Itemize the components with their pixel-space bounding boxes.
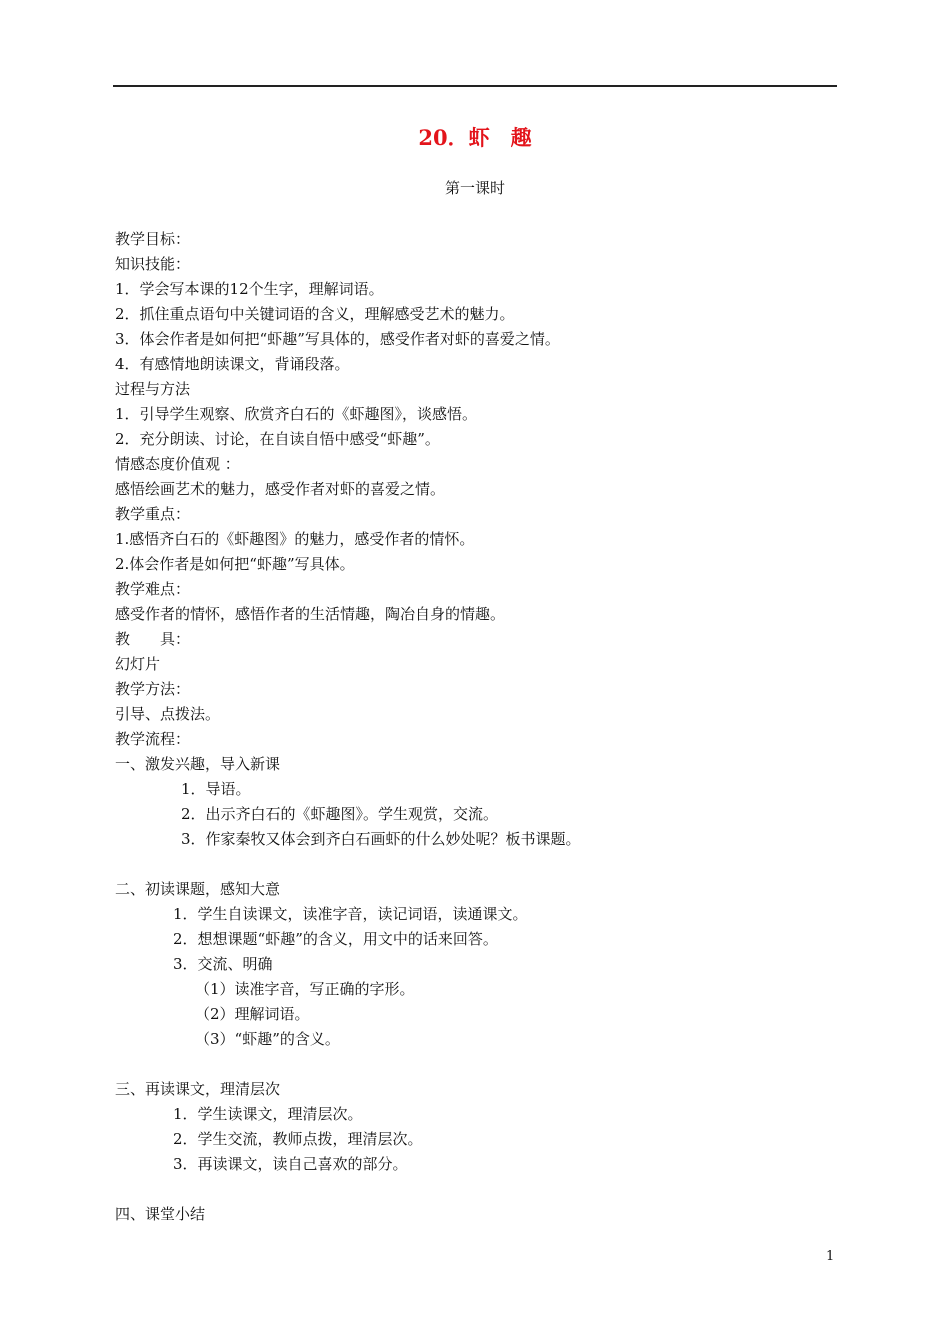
- flow-item: 3．再读课文，读自己喜欢的部分。: [173, 1155, 408, 1173]
- knowledge-item: 3．体会作者是如何把“虾趣”写具体的，感受作者对虾的喜爱之情。: [115, 330, 560, 348]
- flow-section-heading: 三、再读课文，理清层次: [115, 1080, 281, 1098]
- process-item: 2．充分朗读、讨论，在自读自悟中感受“虾趣”。: [115, 430, 440, 448]
- flow-section-heading: 一、激发兴趣，导入新课: [115, 755, 281, 773]
- knowledge-heading: 知识技能：: [115, 255, 191, 273]
- key-point-item: 1.感悟齐白石的《虾趣图》的魅力，感受作者的情怀。: [115, 530, 475, 548]
- knowledge-item: 2．抓住重点语句中关键词语的含义，理解感受艺术的魅力。: [115, 305, 515, 323]
- method-text: 引导、点拨法。: [115, 705, 221, 723]
- flow-item: 2．想想课题“虾趣”的含义，用文中的话来回答。: [173, 930, 498, 948]
- process-item: 1．引导学生观察、欣赏齐白石的《虾趣图》，谈感悟。: [115, 405, 478, 423]
- lesson-plan-body: [115, 227, 840, 1227]
- flow-item: 1．学生自读课文，读准字音，读记词语，读通课文。: [173, 905, 528, 923]
- flow-heading: 教学流程：: [115, 730, 191, 748]
- flow-item: 2．出示齐白石的《虾趣图》。学生观赏，交流。: [181, 805, 499, 823]
- emotion-heading: 情感态度价值观 ：: [115, 455, 240, 473]
- knowledge-item: 1．学会写本课的12个生字，理解词语。: [115, 280, 384, 298]
- key-point-item: 2.体会作者是如何把“虾趣”写具体。: [115, 555, 355, 573]
- spacer: [115, 1177, 840, 1202]
- page-number: 1: [826, 1249, 835, 1264]
- header-rule: [113, 85, 837, 87]
- emotion-text: 感悟绘画艺术的魅力，感受作者对虾的喜爱之情。: [115, 480, 446, 498]
- method-heading: 教学方法：: [115, 680, 191, 698]
- tools-text: 幻灯片: [115, 655, 161, 673]
- flow-item: 2．学生交流，教师点拨，理清层次。: [173, 1130, 423, 1148]
- page-title: 20．虾 趣: [418, 125, 532, 150]
- tools-heading: 教 具：: [115, 630, 191, 648]
- flow-section-heading: 二、初读课题，感知大意: [115, 880, 281, 898]
- spacer: [115, 852, 840, 877]
- flow-item: 1．学生读课文，理清层次。: [173, 1105, 363, 1123]
- difficulty-heading: 教学难点：: [115, 580, 191, 598]
- process-heading: 过程与方法: [115, 380, 191, 398]
- knowledge-item: 4．有感情地朗读课文，背诵段落。: [115, 355, 350, 373]
- flow-item: 3．作家秦牧又体会到齐白石画虾的什么妙处呢？板书课题。: [181, 830, 581, 848]
- flow-subitem: （2）理解词语。: [195, 1005, 310, 1023]
- key-points-heading: 教学重点：: [115, 505, 191, 523]
- lesson-period: 第一课时: [444, 179, 505, 197]
- flow-subitem: （3）“虾趣”的含义。: [195, 1030, 340, 1048]
- flow-item: 3．交流、明确: [173, 955, 273, 973]
- flow-section-heading: 四、课堂小结: [115, 1205, 206, 1223]
- goals-heading: 教学目标：: [115, 230, 191, 248]
- flow-item: 1．导语。: [181, 780, 251, 798]
- difficulty-text: 感受作者的情怀，感悟作者的生活情趣，陶冶自身的情趣。: [115, 605, 506, 623]
- flow-subitem: （1）读准字音，写正确的字形。: [195, 980, 415, 998]
- spacer: [115, 1052, 840, 1077]
